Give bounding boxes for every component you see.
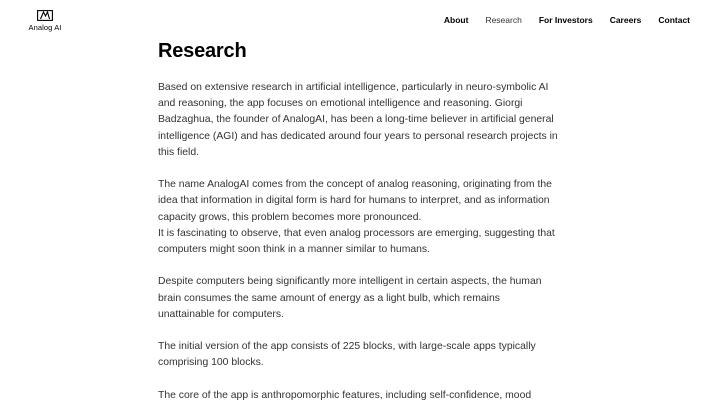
brand-name: Analog AI: [28, 23, 62, 32]
nav-contact[interactable]: Contact: [658, 15, 690, 25]
nav-about[interactable]: About: [443, 15, 469, 25]
main-nav: [427, 15, 690, 25]
site-header: [0, 0, 711, 40]
nav-for-investors[interactable]: For Investors: [538, 15, 593, 25]
paragraph-energy: Despite computers being significantly more intelligent in certain aspects, the human brain consumes the same amount of energy as a light bulb, which remains unattainable for computers.: [158, 276, 542, 320]
nav-careers[interactable]: Careers: [609, 15, 642, 25]
paragraph-analog-processors-text: It is fascinating to observe, that even analog processors are emerging, suggesting that computers might soon think in a manner similar to humans.: [158, 227, 555, 256]
paragraph-name-origin: [158, 177, 558, 258]
paragraph-core: The core of the app is anthropomorphic features, including self-confidence, mood: [158, 389, 532, 400]
paragraph-name-origin-text: The name AnalogAI comes from the concept of analog reasoning, originating from the idea that information in digital form is hard for humans to interpret, and as information capacity grows, this problem becomes more pronounced.: [158, 179, 552, 223]
paragraph-blocks: The initial version of the app consists of 225 blocks, with large-scale apps typically comprising 100 blocks.: [158, 341, 536, 369]
logo[interactable]: [26, 10, 64, 32]
nav-research[interactable]: Research: [485, 15, 522, 25]
analog-ai-logo-icon: [37, 10, 53, 21]
main-content: [158, 38, 558, 400]
page-title: Research: [158, 40, 247, 62]
paragraph-intro: Based on extensive research in artificial intelligence, particularly in neuro-symbolic AI and reasoning, the app focuses on emotional intelligence and reasoning. Giorgi Badzaghua, the founder of AnalogAI, has been a long-time believer in artificial general intelligence (AGI) and has dedicated around four years to personal research projects in this field.: [158, 82, 558, 158]
